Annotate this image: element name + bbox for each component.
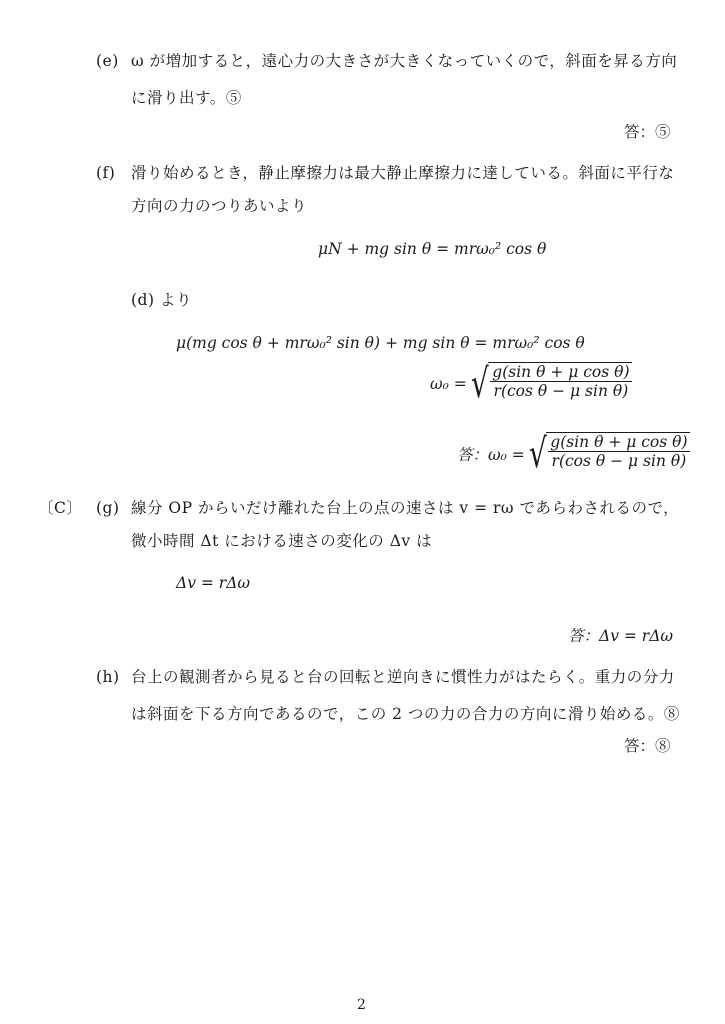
item-g-label: (g) <box>96 499 120 517</box>
answer-omega0 <box>457 432 690 476</box>
equation-substituted: μ(mg cos θ + mrω₀² sin θ) + mg sin θ = mrω₀² cos θ <box>176 334 585 352</box>
fraction-denominator: r(cos θ − μ sin θ) <box>490 381 631 400</box>
answer-fraction-denominator: r(cos θ − μ sin θ) <box>548 451 689 470</box>
omega0-lhs: ω₀ = <box>430 375 467 393</box>
fraction <box>490 363 631 400</box>
page-number: 2 <box>357 997 366 1013</box>
sqrt-expression <box>467 362 632 406</box>
fraction-numerator: g(sin θ + μ cos θ) <box>492 363 630 381</box>
answer-fraction <box>548 433 689 470</box>
answer-sqrt-expression <box>525 432 690 476</box>
equation-delta-v: Δv = rΔω <box>176 574 251 592</box>
item-e-answer: 答：⑤ <box>624 123 671 141</box>
answer-omega0-lhs: 答：ω₀ = <box>457 446 525 464</box>
item-f-label: (f) <box>96 164 116 182</box>
equation-force-balance: μN + mg sin θ = mrω₀² cos θ <box>318 240 547 258</box>
answer-fraction-numerator: g(sin θ + μ cos θ) <box>550 433 688 451</box>
item-e-line-1: ω が増加すると，遠心力の大きさが大きくなっていくので，斜面を昇る方向 <box>131 52 678 70</box>
item-h-label: (h) <box>96 668 120 686</box>
item-h-line-2: は斜面を下る方向であるので，この 2 つの力の合力の方向に滑り始める。⑧ <box>131 705 680 723</box>
item-h-line-1: 台上の観測者から見ると台の回転と逆向きに慣性力がはたらく。重力の分力 <box>131 668 675 686</box>
item-h-answer: 答：⑧ <box>624 737 671 755</box>
radical-sign: √ <box>470 361 489 407</box>
reference-d: (d) より <box>131 291 192 309</box>
item-g-line-1: 線分 OP からいだけ離れた台上の点の速さは v = rω であらわされるので， <box>131 499 680 517</box>
answer-radical-sign: √ <box>528 431 547 477</box>
item-f-line-1: 滑り始めるとき，静止摩擦力は最大静止摩擦力に達している。斜面に平行な <box>131 164 675 182</box>
equation-omega0 <box>430 362 632 406</box>
item-g-line-2: 微小時間 Δt における速さの変化の Δv は <box>131 532 433 550</box>
item-g-answer: 答：Δv = rΔω <box>568 627 674 645</box>
item-e-label: (e) <box>96 52 119 70</box>
item-f-line-2: 方向の力のつりあいより <box>131 197 308 215</box>
item-e-line-2: に滑り出す。⑤ <box>131 89 242 107</box>
section-c-label: 〔C〕 <box>38 499 83 517</box>
